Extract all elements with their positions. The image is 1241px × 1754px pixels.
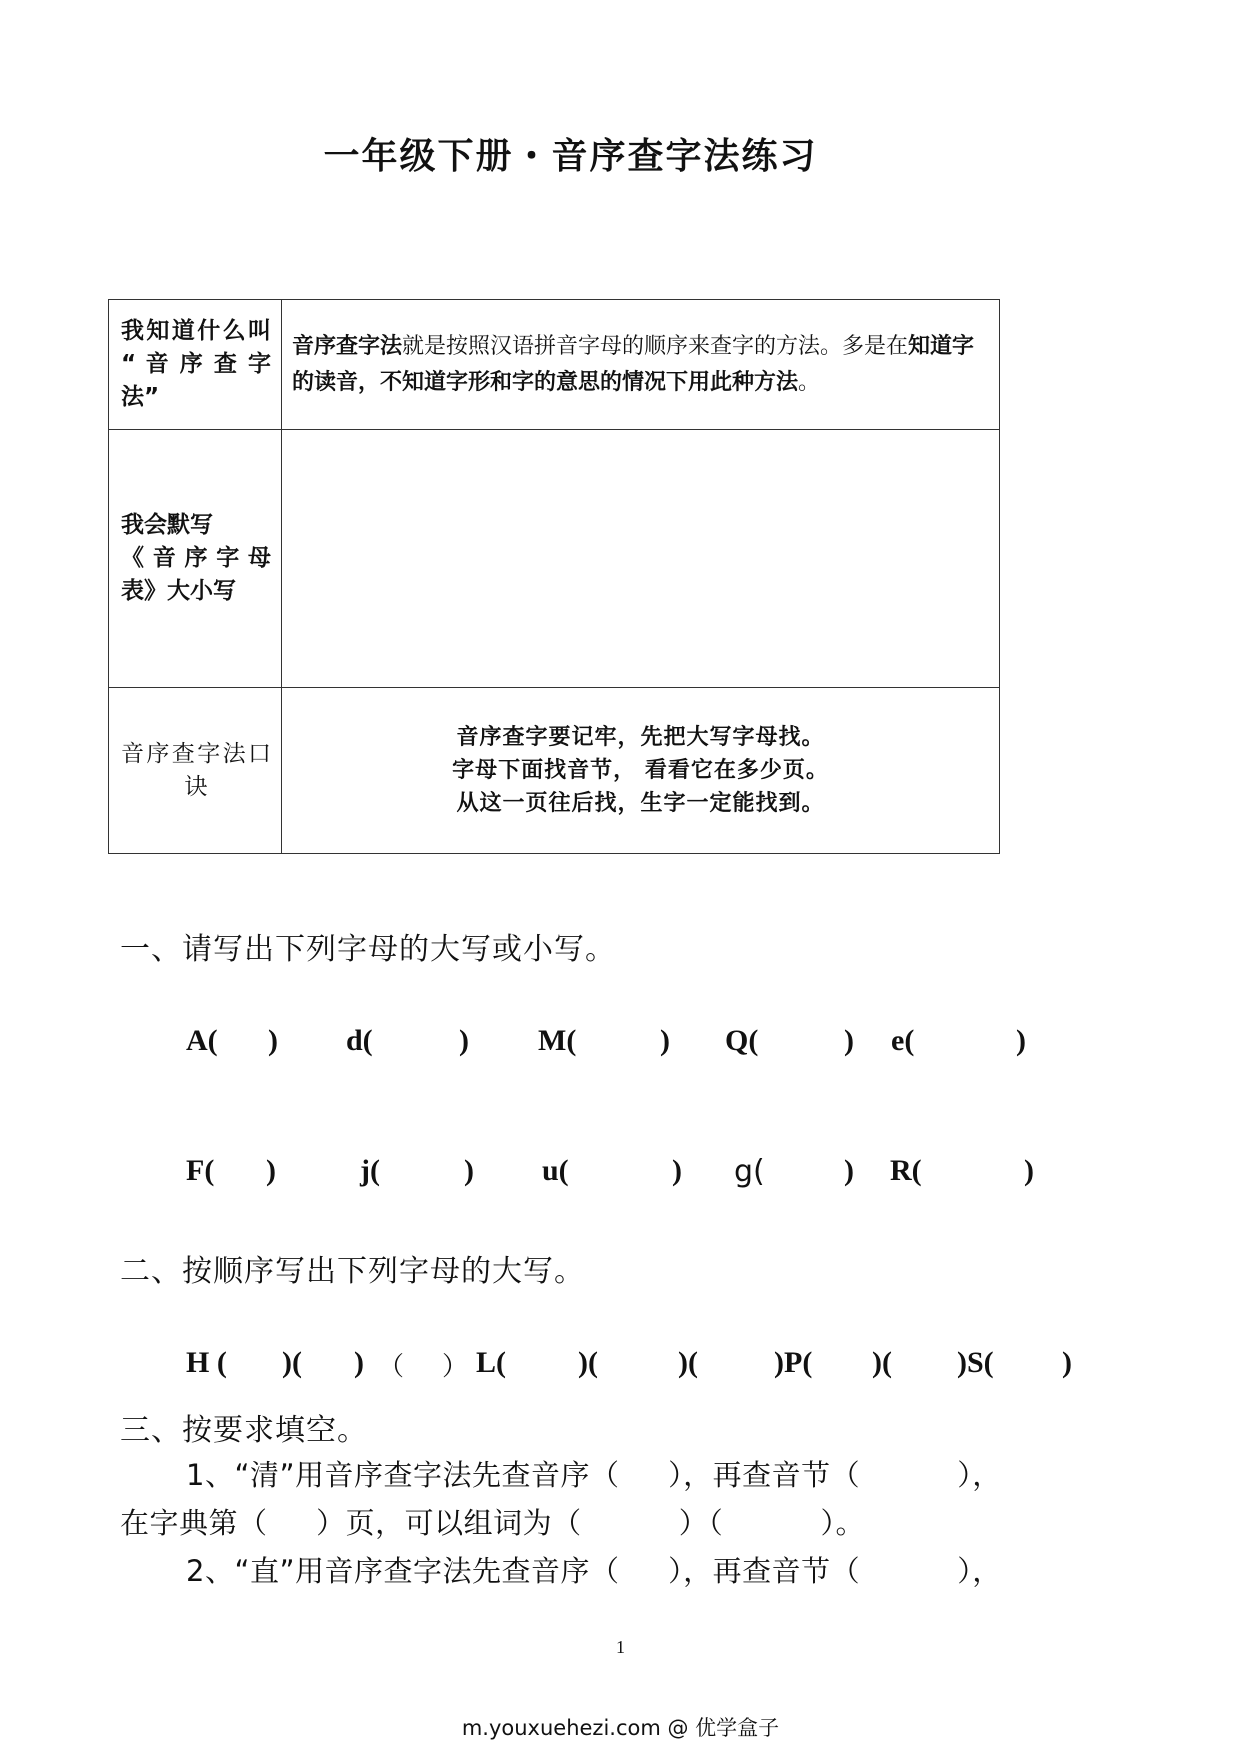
rhyme-line: 从这一页往后找，生字一定能找到。 (456, 791, 825, 816)
label-line: 我知道什么叫 (121, 318, 271, 344)
label-line: 我会默写 (121, 512, 213, 538)
letter-item: j( (360, 1154, 380, 1187)
sequence-item[interactable]: )( (678, 1346, 698, 1379)
blank-close[interactable]: ) (672, 1154, 682, 1187)
table-row-rhyme (109, 688, 1000, 854)
label-line: 法” (121, 384, 160, 410)
section-heading-1: 一、请写出下列字母的大写或小写。 (120, 932, 616, 967)
definition-cell (282, 300, 1000, 430)
letter-item: F( (186, 1154, 215, 1187)
label-alphabet (109, 430, 282, 688)
sequence-item: L( (476, 1346, 506, 1379)
sequence-item[interactable]: ） (442, 1352, 469, 1382)
letter-item: d( (346, 1024, 373, 1057)
section-heading-3: 三、按要求填空。 (120, 1413, 368, 1448)
label-definition (109, 300, 282, 430)
label-line: 表》大小写 (121, 578, 236, 604)
page-number: 1 (616, 1637, 625, 1657)
letter-item: A( (186, 1024, 218, 1057)
label-line: “ 音 序 查 字 (121, 351, 271, 377)
letter-item: Q( (725, 1024, 759, 1057)
blank-close[interactable]: ) (268, 1024, 278, 1057)
definition-bold: 知道字的读音，不知道字形和字的意思的情况下用此种方法 (292, 333, 975, 395)
info-table (108, 299, 1000, 854)
definition-lead: 音序查字法 (292, 333, 403, 359)
rhyme-line: 音序查字要记牢，先把大写字母找。 (456, 725, 825, 750)
sequence-item[interactable]: ) (354, 1346, 364, 1379)
blank-close[interactable]: ) (464, 1154, 474, 1187)
definition-tail: 。 (798, 369, 821, 395)
label-rhyme (109, 688, 282, 854)
blank-close[interactable]: ) (1024, 1154, 1034, 1187)
letter-item: R( (890, 1154, 922, 1187)
sequence-item: H ( (186, 1346, 227, 1379)
blank-close[interactable]: ) (1016, 1024, 1026, 1057)
page-title: 一年级下册・音序查字法练习 (323, 136, 818, 177)
footer-watermark: m.youxuehezi.com @ 优学盒子 (461, 1716, 780, 1740)
question-1-line-2: 在字典第（ ）页，可以组词为（ ）（ ）。 (120, 1506, 865, 1540)
rhyme-cell (282, 688, 1000, 854)
blank-close[interactable]: ) (266, 1154, 276, 1187)
blank-close[interactable]: ) (459, 1024, 469, 1057)
sequence-item[interactable]: )( (578, 1346, 598, 1379)
sequence-item[interactable]: )P( (774, 1346, 813, 1379)
letter-item: M( (538, 1024, 577, 1057)
sequence-item[interactable]: )( (872, 1346, 892, 1379)
question-1-line-1: 1、“清”用音序查字法先查音序（ ），再查音节（ ）， (186, 1458, 1002, 1492)
letter-item: e( (891, 1024, 915, 1057)
rhyme-line: 字母下面找音节， 看看它在多少页。 (452, 758, 829, 783)
blank-close[interactable]: ) (660, 1024, 670, 1057)
table-row-definition (109, 300, 1000, 430)
label-line: 音序查字法口 (121, 740, 271, 767)
letter-item: u( (542, 1154, 569, 1187)
blank-close[interactable]: ) (844, 1024, 854, 1057)
question-2-line-1: 2、“直”用音序查字法先查音序（ ），再查音节（ ）， (186, 1554, 1002, 1588)
blank-close[interactable]: ) (844, 1154, 854, 1187)
sequence-item[interactable]: )( (282, 1346, 302, 1379)
letter-item: g( (734, 1154, 765, 1189)
table-row-alphabet (109, 430, 1000, 688)
sequence-item[interactable]: （ (378, 1352, 405, 1382)
definition-body: 就是按照汉语拼音字母的顺序来查字的方法。多是在 (402, 333, 909, 359)
alphabet-writing-area[interactable] (282, 430, 1000, 688)
sequence-item[interactable]: )S( (957, 1346, 994, 1379)
section-heading-2: 二、按顺序写出下列字母的大写。 (120, 1254, 585, 1289)
label-line: 《 音 序 字 母 (121, 545, 271, 571)
sequence-item[interactable]: ) (1062, 1346, 1072, 1379)
label-line: 诀 (184, 773, 208, 800)
